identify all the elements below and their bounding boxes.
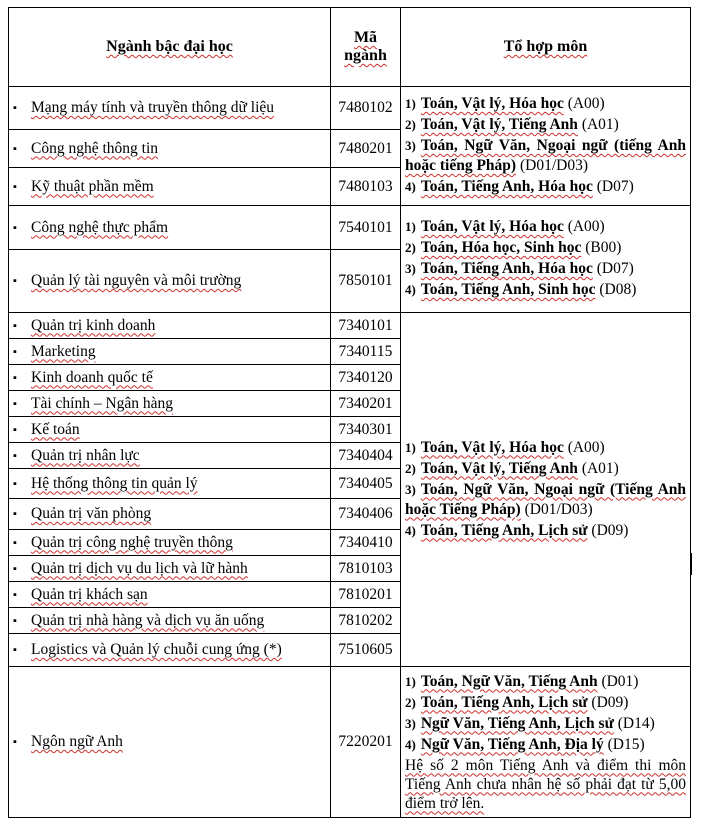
combo-number: 3) [405,261,416,276]
combo-list [405,94,686,197]
table-row [9,313,691,339]
table-body [9,87,691,818]
program-code-cell [331,87,401,130]
program-name: Marketing [31,342,96,360]
program-code-cell [331,130,401,168]
combo-code: (A00) [567,218,605,235]
subject-combo-cell [401,87,691,206]
subject-combo-cell [401,313,691,667]
bullet-icon: ▪ [13,275,17,288]
program-code: 7510605 [338,641,393,658]
program-code: 7340301 [338,420,393,438]
program-name: Tài chính – Ngân hàng [31,394,174,412]
program-name: Quản trị khách sạn [31,585,148,603]
combo-code: (A01) [581,116,619,133]
program-name-cell [9,530,331,556]
combo-number: 3) [405,138,416,153]
bullet-icon: ▪ [13,423,17,436]
program-name-cell [9,168,331,206]
bullet-icon: ▪ [13,562,17,575]
program-name-cell [9,499,331,530]
program-name-cell [9,634,331,667]
combo-subjects: Toán, Vật lý, Hóa học [420,438,564,456]
combo-item [405,259,686,279]
combo-item [405,672,686,692]
header-combo: Tổ hợp môn [401,8,691,87]
table-row [9,206,691,250]
header-row [9,8,691,87]
combo-subjects: Toán, Hóa học, Sinh học [420,239,582,256]
program-name-cell [9,391,331,417]
program-name: Công nghệ thực phẩm [31,218,169,236]
combo-subjects: Toán, Tiếng Anh, Hóa học [420,260,593,277]
combo-subjects: Toán, Vật lý, Tiếng Anh [420,116,578,133]
combo-item [405,217,686,237]
combo-subjects: Toán, Tiếng Anh, Sinh học [420,281,596,298]
combo-number: 1) [405,96,416,111]
program-name-cell [9,313,331,339]
combo-number: 4) [405,179,416,194]
text-cursor [690,553,692,575]
combo-code: (D08) [599,281,637,298]
combo-item [405,480,686,520]
program-name-cell [9,417,331,443]
program-name: Kỹ thuật phần mềm [31,177,154,195]
combo-number: 4) [405,522,416,538]
program-name: Ngôn ngữ Anh [31,733,123,750]
combo-list [405,217,686,300]
combo-subjects: Toán, Ngữ Văn, Tiếng Anh [420,672,598,690]
program-name: Quản trị công nghệ truyền thông [31,533,233,551]
program-code-cell [331,313,401,339]
bullet-icon: ▪ [13,180,17,193]
program-name: Kinh doanh quốc tế [31,368,153,386]
program-code: 7220201 [338,733,393,750]
program-code-cell [331,608,401,634]
program-code: 7340404 [338,446,393,464]
combo-item [405,459,686,479]
combo-number: 3) [405,715,416,731]
bullet-icon: ▪ [13,614,17,627]
program-code-cell [331,206,401,250]
combo-code: (B00) [585,239,622,256]
program-code-cell [331,250,401,313]
program-code: 7850101 [338,272,393,289]
combo-code: (D09) [591,521,629,539]
combo-code: (D07) [596,178,634,195]
bullet-icon: ▪ [13,536,17,549]
program-name: Mạng máy tính và truyền thông dữ liệu [31,99,275,116]
combo-subjects: Toán, Ngữ Văn, Ngoại ngữ (tiếng Anh hoặc tiếng Pháp) [405,137,686,174]
combo-item [405,136,686,176]
program-code-cell [331,667,401,818]
program-name: Quản trị văn phòng [31,505,152,522]
program-name-cell [9,608,331,634]
program-code: 7810202 [338,611,393,629]
bullet-icon: ▪ [13,221,17,234]
program-code: 7340406 [338,505,393,522]
program-code: 7340101 [338,316,393,334]
bullet-icon: ▪ [13,644,17,657]
program-code: 7540101 [338,218,393,236]
combo-subjects: Toán, Vật lý, Tiếng Anh [420,459,578,477]
bullet-icon: ▪ [13,477,17,490]
program-name-cell [9,582,331,608]
combo-list [405,438,686,541]
program-code-cell [331,391,401,417]
program-code: 7810201 [338,585,393,603]
combo-number: 1) [405,673,416,689]
program-name-cell [9,469,331,499]
program-code-cell [331,530,401,556]
admissions-table [8,7,691,818]
program-code: 7340201 [338,394,393,412]
program-code-cell [331,499,401,530]
program-code-cell [331,417,401,443]
program-code-cell [331,339,401,365]
program-code: 7340115 [338,342,393,360]
combo-list [405,672,686,755]
combo-subjects: Toán, Vật lý, Hóa học [420,218,564,235]
combo-number: 1) [405,219,416,234]
combo-item [405,693,686,713]
combo-code: (D09) [591,693,629,711]
program-name-cell [9,250,331,313]
combo-subjects: Toán, Tiếng Anh, Hóa học [420,178,593,195]
subject-combo-cell [401,206,691,313]
combo-code: (A01) [581,459,619,477]
combo-code: (D15) [607,735,645,753]
bullet-icon: ▪ [13,397,17,410]
program-code-cell [331,168,401,206]
program-code: 7340120 [338,368,393,386]
combo-code: (D01/D03) [519,157,588,174]
combo-number: 2) [405,117,416,132]
table-row [9,667,691,818]
combo-item [405,115,686,135]
combo-code: (D07) [596,260,634,277]
combo-number: 2) [405,240,416,255]
program-name: Quản trị kinh doanh [31,316,156,334]
program-code: 7340410 [338,533,393,551]
program-name-cell [9,556,331,582]
subject-combo-cell [401,667,691,818]
combo-code: (D01) [601,672,639,690]
combo-code: (A00) [567,95,605,112]
bullet-icon: ▪ [13,371,17,384]
program-name: Hệ thống thông tin quản lý [31,474,198,492]
program-code-cell [331,582,401,608]
program-name-cell [9,206,331,250]
program-name: Quản trị nhà hàng và dịch vụ ăn uống [31,611,265,629]
program-name: Quản lý tài nguyên và môi trường [31,272,242,289]
program-code-cell [331,556,401,582]
combo-subjects: Toán, Vật lý, Hóa học [420,95,564,112]
combo-item [405,94,686,114]
program-code: 7480103 [338,177,393,195]
combo-subjects: Toán, Tiếng Anh, Lịch sử [420,693,588,711]
bullet-icon: ▪ [13,508,17,521]
program-code: 7340405 [338,474,393,492]
combo-number: 4) [405,736,416,752]
program-name-cell [9,130,331,168]
combo-item [405,177,686,197]
program-name: Kế toán [31,420,80,438]
program-code: 7480201 [338,139,393,157]
bullet-icon: ▪ [13,588,17,601]
combo-number: 2) [405,694,416,710]
program-name-cell [9,339,331,365]
program-name: Công nghệ thông tin [31,139,159,157]
combo-code: (A00) [567,438,605,456]
combo-number: 3) [405,481,416,497]
program-code-cell [331,634,401,667]
bullet-icon: ▪ [13,319,17,332]
combo-item [405,280,686,300]
bullet-icon: ▪ [13,736,17,749]
combo-item [405,438,686,458]
combo-item [405,238,686,258]
header-code: Mã ngành [331,8,401,87]
combo-item [405,714,686,734]
combo-subjects: Toán, Ngữ Văn, Ngoại ngữ (Tiếng Anh hoặc Tiếng Pháp) [405,480,686,518]
combo-number: 2) [405,460,416,476]
program-name: Logistics và Quản lý chuỗi cung ứng (*) [31,641,282,658]
program-code-cell [331,469,401,499]
combo-item [405,735,686,755]
combo-item [405,521,686,541]
combo-subjects: Ngữ Văn, Tiếng Anh, Địa lý [420,735,604,753]
bullet-icon: ▪ [13,345,17,358]
program-name-cell [9,365,331,391]
table-row [9,87,691,130]
program-name-cell [9,87,331,130]
header-program: Ngành bậc đại học [9,8,331,87]
combo-code: (D14) [617,714,655,732]
combo-subjects: Toán, Tiếng Anh, Lịch sử [420,521,588,539]
program-name: Quản trị dịch vụ du lịch và lữ hành [31,559,248,577]
program-code: 7810103 [338,559,393,577]
program-code-cell [331,443,401,469]
program-code-cell [331,365,401,391]
program-code: 7480102 [338,99,393,116]
combo-subjects: Ngữ Văn, Tiếng Anh, Lịch sử [420,714,614,732]
bullet-icon: ▪ [13,142,17,155]
combo-number: 4) [405,282,416,297]
program-name-cell [9,443,331,469]
bullet-icon: ▪ [13,449,17,462]
combo-note: Hệ số 2 môn Tiếng Anh và điểm thi môn Tiếng Anh chưa nhân hệ số phải đạt từ 5,00 điểm trở lên. [405,756,686,812]
combo-code: (D01/D03) [524,500,593,518]
bullet-icon: ▪ [13,102,17,115]
combo-number: 1) [405,439,416,455]
program-name: Quản trị nhân lực [31,446,140,464]
program-name-cell [9,667,331,818]
